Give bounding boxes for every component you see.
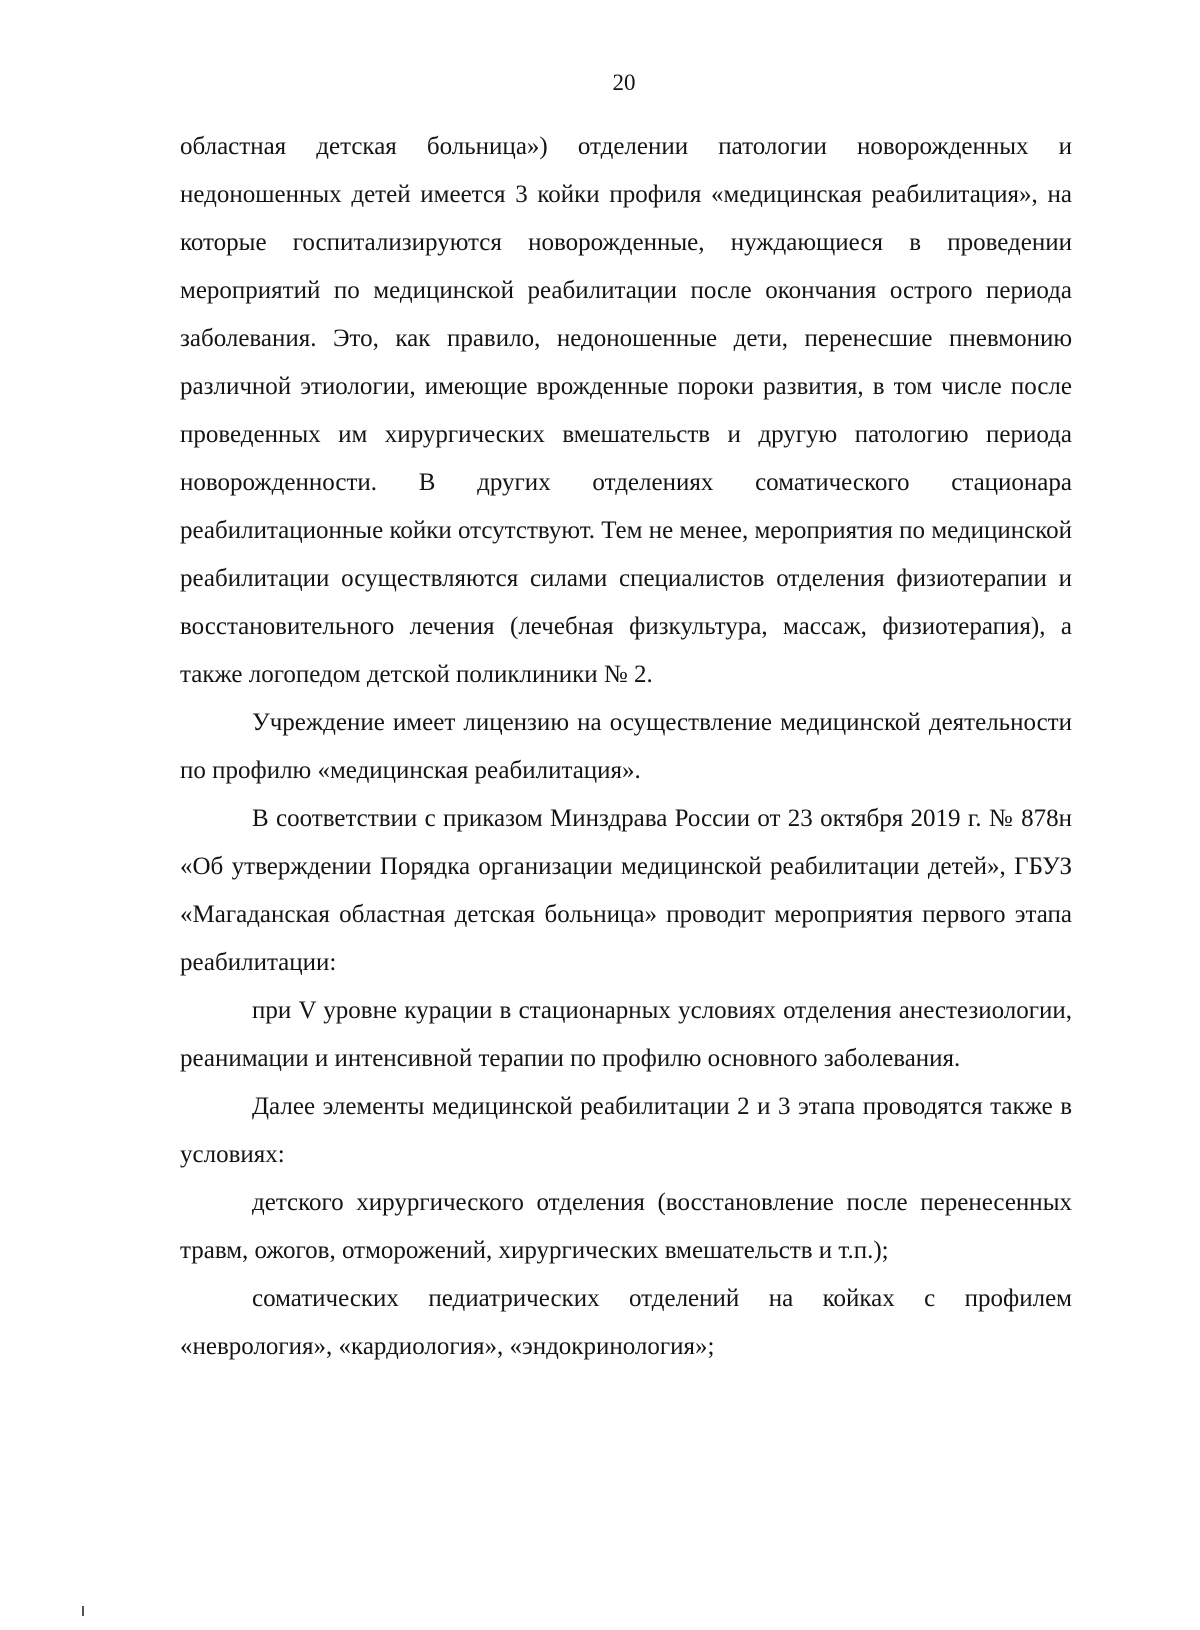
document-body xyxy=(180,123,1072,1371)
paragraph-ministry-order: В соответствии с приказом Минздрава России от 23 октября 2019 г. № 878н «Об утверждении Порядка организации медицинской реабилитации детей», ГБУЗ «Магаданская областная детская больница» проводит мероприятия первого этапа реабилитации: xyxy=(180,805,1072,976)
paragraph-somatic-departments: соматических педиатрических отделений на койках с профилем «неврология», «кардиология», «эндокринология»; xyxy=(180,1285,1072,1360)
scan-margin-mark xyxy=(82,1606,84,1616)
paragraph-surgical-department: детского хирургического отделения (восстановление после перенесенных травм, ожогов, отморожений, хирургических вмешательств и т.п.); xyxy=(180,1189,1072,1264)
page-number: 20 xyxy=(612,70,636,95)
paragraph-neonatal-rehab: областная детская больница») отделении патологии новорожденных и недоношенных детей имеется 3 койки профиля «медицинская реабилитация», на которые госпитализируются новорожденные, нуждающиеся в проведении мероприятий по медицинской реабилитации после окончания острого периода заболевания. Это, как правило, недоношенные дети, перенесшие пневмонию различной этиологии, имеющие врожденные пороки развития, в том числе после проведенных им хирургических вмешательств и другую патологию периода новорожденности. В других отделениях соматического стационара реабилитационные койки отсутствуют. Тем не менее, мероприятия по медицинской реабилитации осуществляются силами специалистов отделения физиотерапии и восстановительного лечения (лечебная физкультура, массаж, физиотерапия), а также логопедом детской поликлиники № 2. xyxy=(180,133,1072,688)
paragraph-level-v: при V уровне курации в стационарных условиях отделения анестезиологии, реанимации и интенсивной терапии по профилю основного заболевания. xyxy=(180,997,1072,1072)
paragraph-stages-2-3: Далее элементы медицинской реабилитации 2 и 3 этапа проводятся также в условиях: xyxy=(180,1093,1072,1168)
paragraph-license: Учреждение имеет лицензию на осуществление медицинской деятельности по профилю «медицинская реабилитация». xyxy=(180,709,1072,784)
